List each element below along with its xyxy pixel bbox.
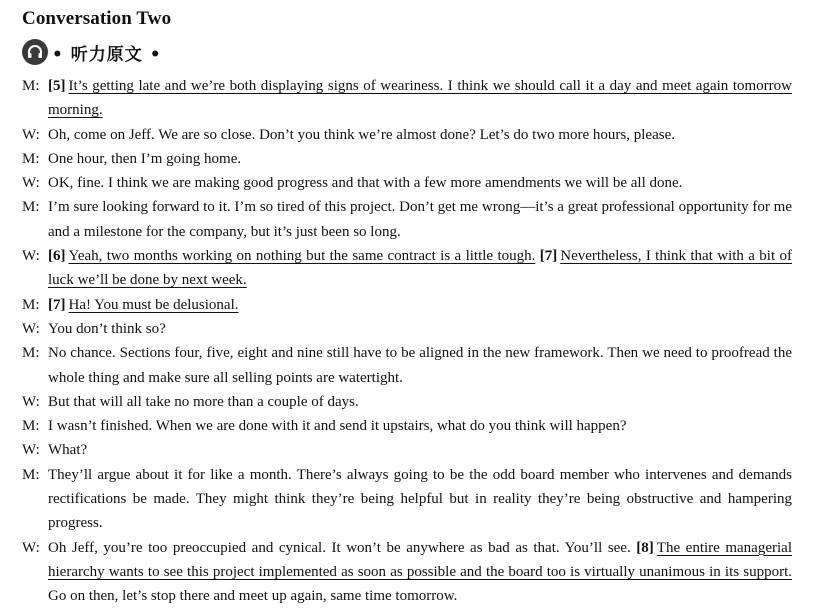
dialogue-turn: [22, 414, 792, 438]
dialogue-segment: I wasn’t finished. When we are done with it and send it upstairs, what do you think will happen?: [48, 418, 627, 435]
dialogue-segment: You don’t think so?: [48, 320, 166, 337]
dialogue-text: [48, 438, 792, 462]
answer-highlight: It’s getting late and we’re both displaying signs of weariness. I think we should call it a day and meet again tomorrow morning.: [48, 78, 792, 119]
dialogue-segment: Go on then, let’s stop there and meet up again, same time tomorrow.: [48, 588, 458, 605]
dialogue-segment: But that will all take no more than a couple of days.: [48, 393, 359, 410]
dialogue-text: [48, 244, 792, 293]
page-title: Conversation Two: [22, 8, 172, 29]
question-marker: [7]: [539, 248, 558, 265]
speaker-label: M:: [22, 78, 40, 94]
answer-highlight: Nevertheless, I think that with a bit of luck we’ll be done by next week.: [48, 248, 792, 289]
speaker-label: M:: [22, 345, 40, 362]
dialogue-segment: No chance. Sections four, five, eight and nine still have to be aligned in the new framework. Then we need to proofread the whole thing and make sure all selling points are watertight.: [48, 345, 792, 386]
answer-highlight: Yeah, two months working on nothing but the same contract is a little tough.: [68, 248, 536, 265]
speaker-label: W:: [22, 442, 40, 459]
dialogue-turn: [22, 438, 792, 462]
dialogue-text: [48, 341, 792, 390]
answer-highlight: Ha! You must be delusional.: [68, 296, 239, 313]
speaker-label: W:: [22, 126, 40, 143]
dialogue-segment: One hour, then I’m going home.: [48, 150, 242, 167]
dialogue-turn: [22, 341, 792, 390]
dialogue-text: [48, 536, 792, 609]
speaker-label: M:: [22, 466, 40, 483]
dialogue-text: [48, 390, 792, 414]
speaker-label: W:: [22, 393, 40, 410]
dialogue-text: [48, 463, 792, 536]
transcript-body: [22, 74, 792, 609]
section-header: [22, 38, 162, 66]
dialogue-turn: [22, 390, 792, 414]
dialogue-text: [48, 317, 792, 341]
answer-highlight: The entire managerial hierarchy wants to see this project implemented as soon as possible and the board too is virtually unanimous in its support.: [48, 539, 792, 580]
dialogue-turn: [22, 171, 792, 195]
question-marker: [6]: [48, 248, 66, 265]
dialogue-text: [48, 171, 792, 195]
dialogue-turn: [22, 317, 792, 341]
dialogue-turn: [22, 195, 792, 244]
speaker-label: M:: [22, 418, 40, 435]
dialogue-text: [48, 74, 792, 123]
speaker-label: W:: [22, 320, 40, 337]
dialogue-text: [48, 123, 792, 147]
dialogue-text: [48, 414, 792, 438]
dialogue-segment: Oh, come on Jeff. We are so close. Don’t you think we’re almost done? Let’s do two more hours, please.: [48, 126, 675, 143]
question-marker: [7]: [48, 296, 66, 313]
dialogue-segment: They’ll argue about it for like a month. There’s always going to be the odd board member who intervenes and demands rectifications be made. They might think they’re being helpful but in reality they’re being obstructive and hampering progress.: [48, 466, 792, 532]
dialogue-text: [48, 147, 792, 171]
dialogue-turn: [22, 244, 792, 293]
question-marker: [5]: [48, 78, 66, 94]
dialogue-segment: OK, fine. I think we are making good progress and that with a few more amendments we will be all done.: [48, 175, 683, 192]
speaker-label: W:: [22, 248, 40, 265]
section-label: • 听力原文 •: [52, 44, 162, 65]
dialogue-segment: I’m sure looking forward to it. I’m so tired of this project. Don’t get me wrong—it’s a great professional opportunity for me and a milestone for the company, but it’s just been so long.: [48, 199, 792, 240]
dialogue-turn: [22, 147, 792, 171]
speaker-label: W:: [22, 175, 40, 192]
speaker-label: M:: [22, 296, 40, 313]
headphone-icon: [22, 39, 48, 65]
dialogue-segment: What?: [48, 442, 88, 459]
dialogue-turn: [22, 463, 792, 536]
dialogue-text: [48, 293, 792, 317]
dialogue-text: [48, 195, 792, 244]
speaker-label: W:: [22, 539, 40, 556]
dialogue-segment: Oh Jeff, you’re too preoccupied and cynical. It won’t be anywhere as bad as that. You’ll see.: [48, 539, 637, 556]
dialogue-turn: [22, 74, 792, 123]
question-marker: [8]: [636, 539, 654, 556]
speaker-label: M:: [22, 199, 40, 216]
speaker-label: M:: [22, 150, 40, 167]
dialogue-turn: [22, 536, 792, 609]
dialogue-turn: [22, 293, 792, 317]
dialogue-turn: [22, 123, 792, 147]
